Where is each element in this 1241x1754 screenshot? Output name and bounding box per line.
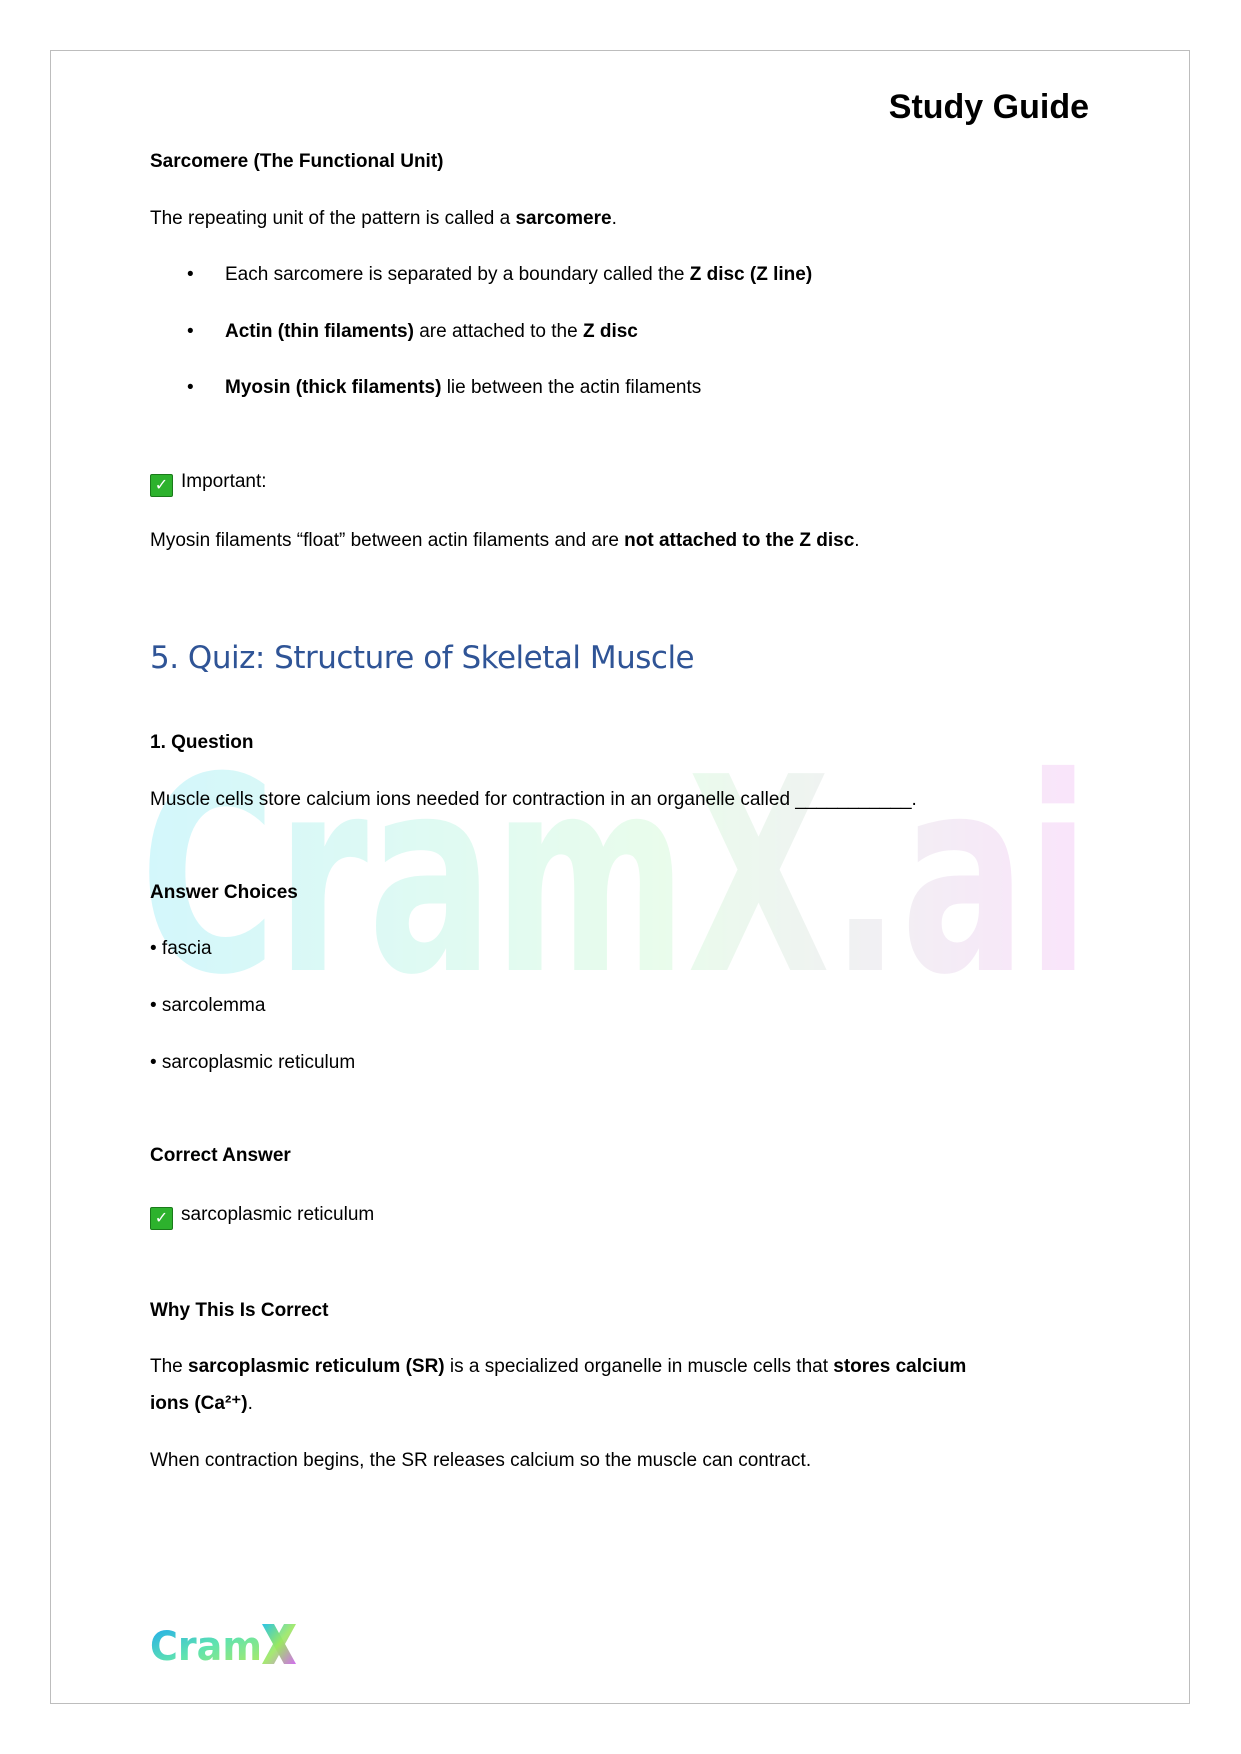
explanation-paragraph: When contraction begins, the SR releases calcium so the muscle can contract. <box>150 1450 812 1471</box>
sarcomere-intro <box>150 207 617 231</box>
quiz-heading: 5. Quiz: Structure of Skeletal Muscle <box>150 640 695 676</box>
list-item <box>225 320 638 344</box>
text: The <box>150 1356 189 1377</box>
correct-answer-text: sarcoplasmic reticulum <box>181 1204 375 1225</box>
bold-text: Myosin (thick filaments) <box>225 377 442 398</box>
important-label: Important: <box>181 471 267 492</box>
bullet-icon: • <box>187 264 194 285</box>
text: . <box>247 1393 253 1414</box>
bold-text: stores calcium <box>833 1356 967 1377</box>
bullet-icon: • <box>187 321 194 342</box>
important-note <box>150 529 860 553</box>
bold-text: sarcoplasmic reticulum (SR) <box>188 1356 445 1377</box>
question-text: Muscle cells store calcium ions needed for contraction in an organelle called ___________. <box>150 789 917 810</box>
answer-choice: • sarcolemma <box>150 995 266 1016</box>
bold-text: Z disc (Z line) <box>689 264 813 285</box>
text: are attached to the <box>413 321 583 342</box>
page-title: Study Guide <box>888 88 1089 126</box>
bold-text: sarcomere <box>515 208 612 229</box>
section-heading-sarcomere: Sarcomere (The Functional Unit) <box>150 151 444 172</box>
bold-text: Z disc <box>582 321 638 342</box>
white-check-mark-icon: ✓ <box>150 474 173 497</box>
svg-text:Cram: Cram <box>150 1624 262 1670</box>
bold-text: Actin (thin filaments) <box>225 321 414 342</box>
text: . <box>611 208 617 229</box>
white-check-mark-icon: ✓ <box>150 1207 173 1230</box>
text: is a specialized organelle in muscle cells that <box>444 1356 834 1377</box>
answer-choices-label: Answer Choices <box>150 882 298 903</box>
list-item <box>225 376 701 400</box>
text: The repeating unit of the pattern is called a <box>150 208 516 229</box>
correct-answer-label: Correct Answer <box>150 1145 291 1166</box>
svg-text:CramX.ai: CramX.ai <box>140 745 1090 1005</box>
list-item <box>225 263 812 287</box>
text: Myosin filaments “float” between actin filaments and are <box>150 530 625 551</box>
question-label: 1. Question <box>150 732 254 753</box>
bold-text: not attached to the Z disc <box>624 530 855 551</box>
text: lie between the actin filaments <box>441 377 702 398</box>
answer-choice: • sarcoplasmic reticulum <box>150 1052 356 1073</box>
cramx-logo <box>150 1620 300 1670</box>
text: Each sarcomere is separated by a boundary called the <box>225 264 690 285</box>
explanation-line <box>150 1355 966 1379</box>
bullet-icon: • <box>187 377 194 398</box>
correct-answer <box>150 1203 374 1230</box>
answer-choice: • fascia <box>150 938 212 959</box>
important-callout <box>150 470 267 497</box>
explanation-line <box>150 1392 253 1416</box>
text: . <box>854 530 860 551</box>
why-correct-label: Why This Is Correct <box>150 1300 329 1321</box>
bold-text: ions (Ca²⁺) <box>150 1393 248 1414</box>
